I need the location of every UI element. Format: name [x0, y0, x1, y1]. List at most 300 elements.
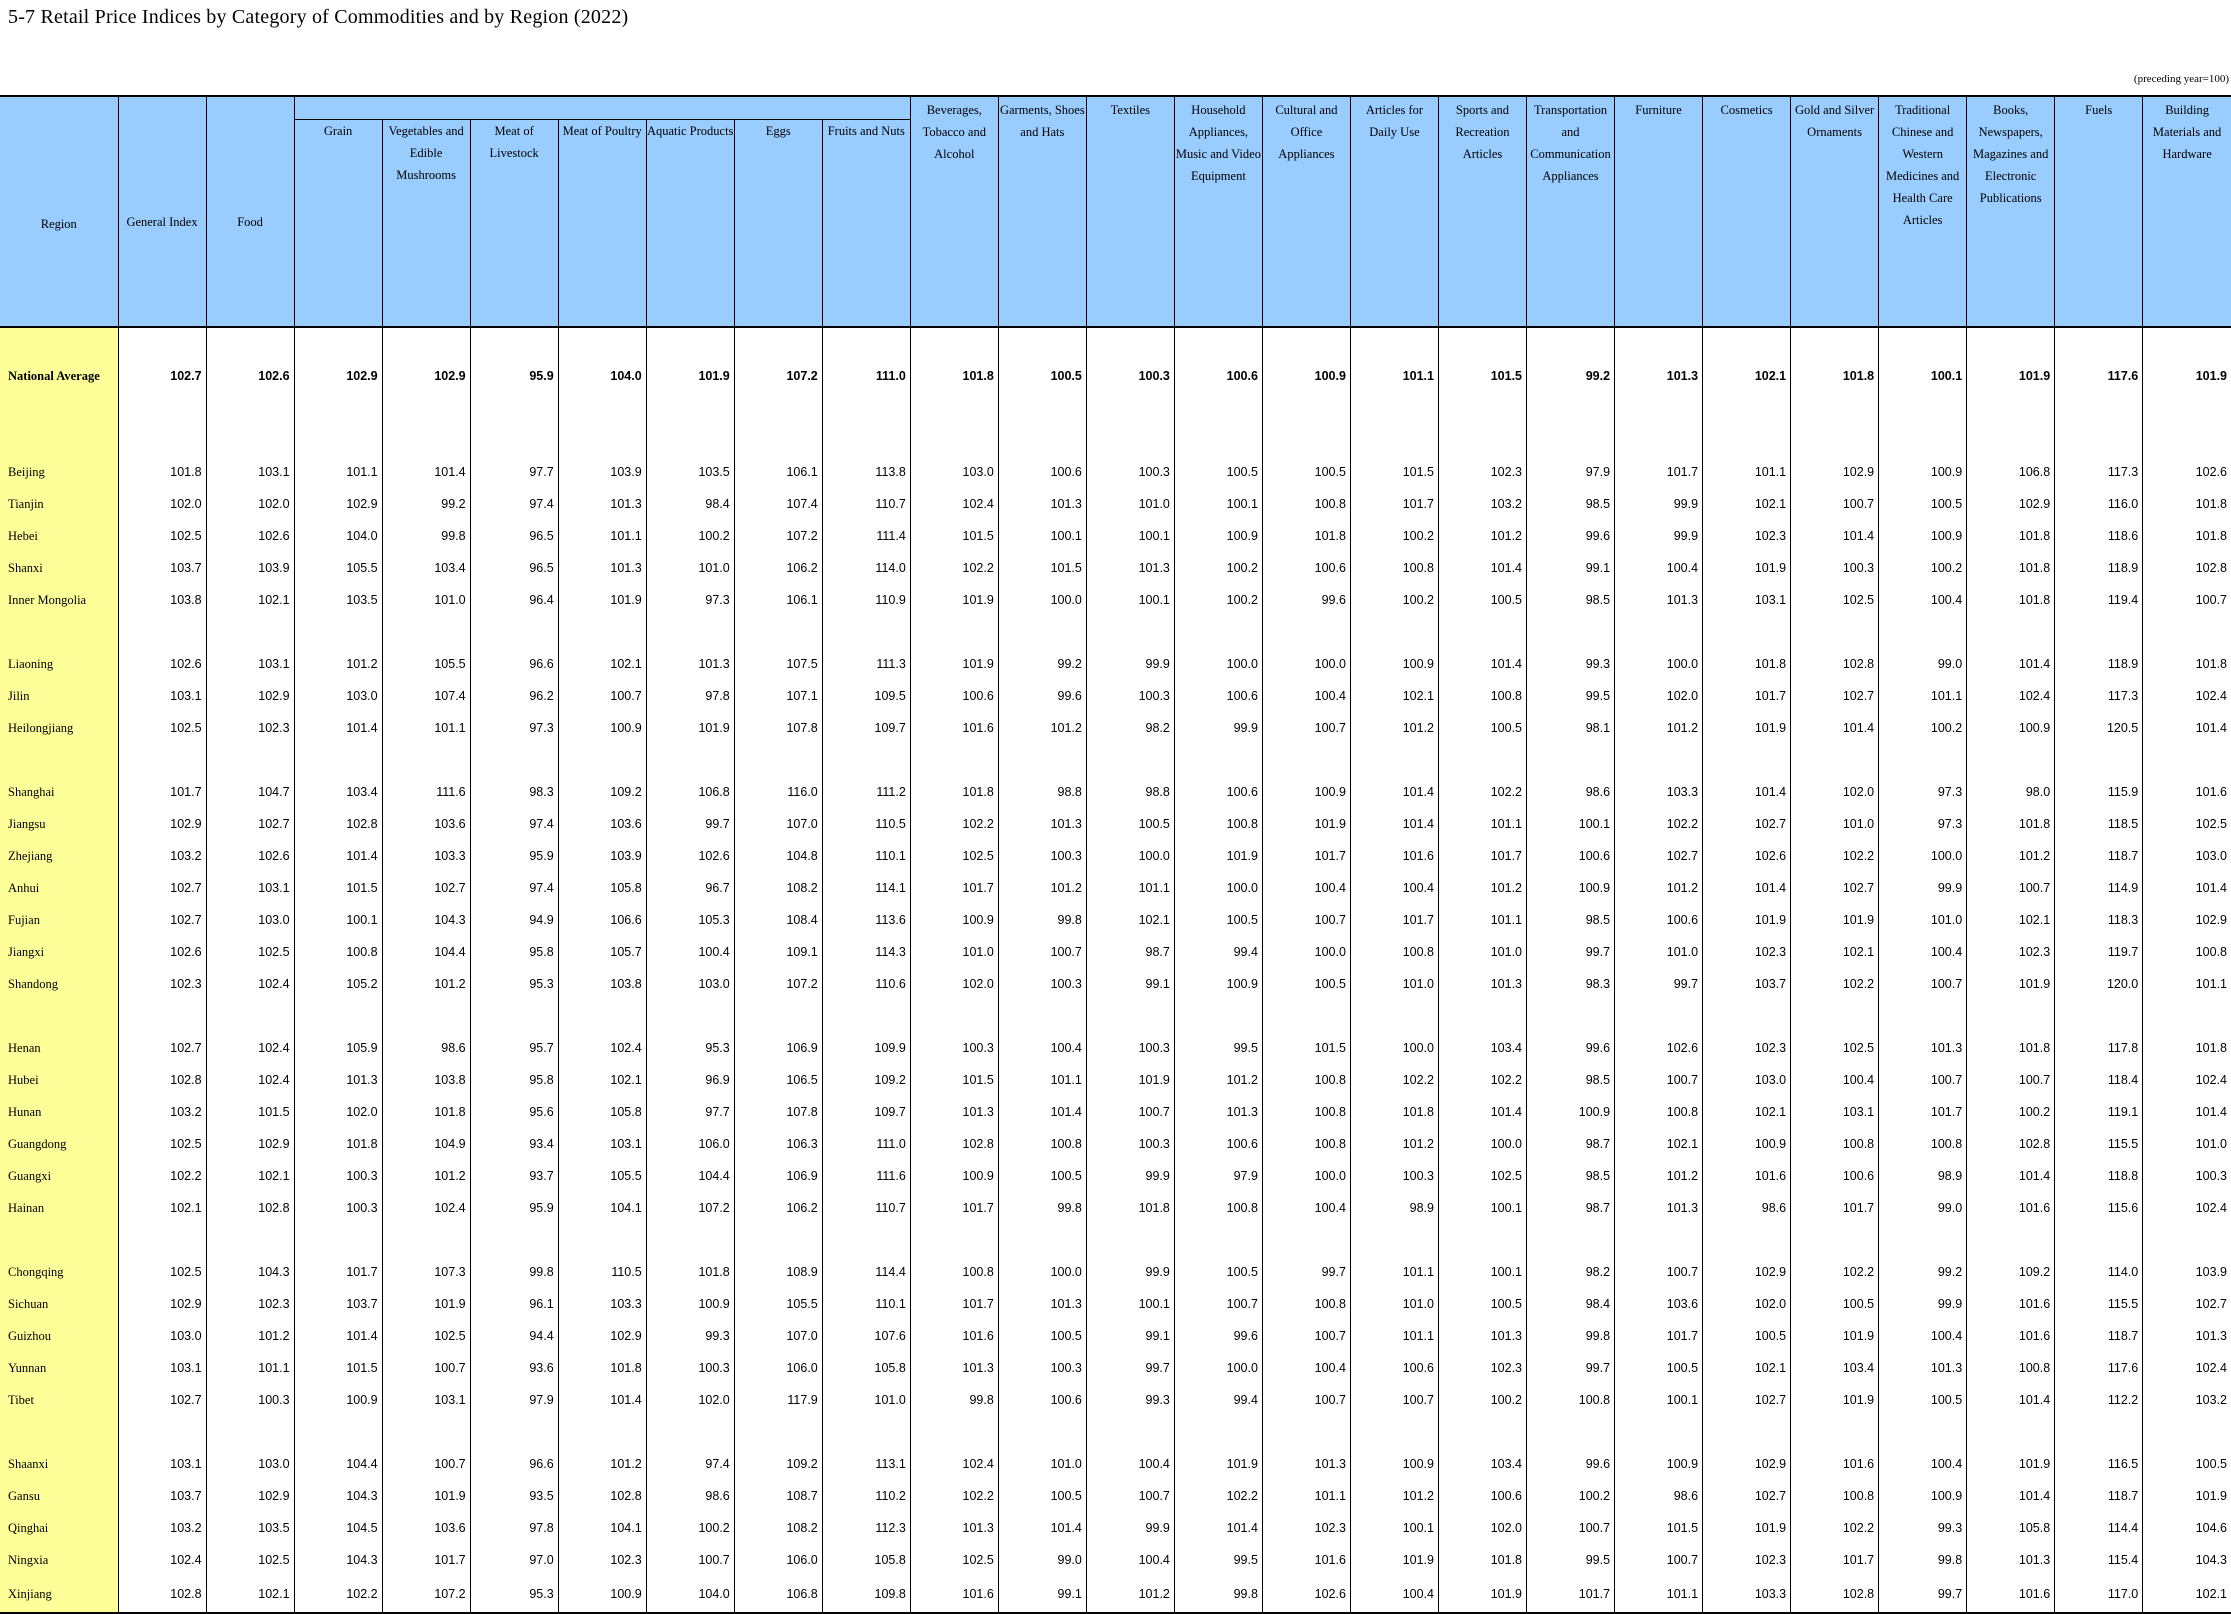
index-value: 102.7 — [118, 904, 206, 936]
table-row — [0, 968, 2231, 1000]
index-value: 100.3 — [1350, 1160, 1438, 1192]
index-value: 99.9 — [1615, 520, 1703, 552]
index-value: 93.4 — [470, 1128, 558, 1160]
index-value: 99.8 — [1174, 1576, 1262, 1613]
index-value: 100.7 — [1967, 1064, 2055, 1096]
index-value: 106.5 — [734, 1064, 822, 1096]
index-value: 100.7 — [2143, 584, 2231, 616]
index-value: 110.1 — [822, 1288, 910, 1320]
index-value: 100.2 — [1350, 520, 1438, 552]
index-value: 103.5 — [206, 1512, 294, 1544]
index-value: 102.4 — [2143, 1352, 2231, 1384]
table-row — [0, 1576, 2231, 1613]
region-name: Shanghai — [0, 776, 118, 808]
index-value: 99.6 — [1527, 520, 1615, 552]
index-value: 99.9 — [1086, 1512, 1174, 1544]
index-value: 103.2 — [2143, 1384, 2231, 1416]
index-value: 101.4 — [294, 840, 382, 872]
index-value: 102.5 — [206, 936, 294, 968]
index-value: 101.2 — [998, 872, 1086, 904]
table-row — [0, 1064, 2231, 1096]
index-value: 100.8 — [1174, 808, 1262, 840]
index-value: 106.1 — [734, 584, 822, 616]
index-value: 103.4 — [1791, 1352, 1879, 1384]
index-value: 100.3 — [1086, 1032, 1174, 1064]
table-row — [0, 488, 2231, 520]
index-value: 102.0 — [646, 1384, 734, 1416]
index-value: 103.0 — [646, 968, 734, 1000]
index-value: 99.7 — [1615, 968, 1703, 1000]
index-value: 106.2 — [734, 552, 822, 584]
index-value: 96.7 — [646, 872, 734, 904]
index-value: 99.1 — [998, 1576, 1086, 1613]
table-row — [0, 1384, 2231, 1416]
index-value: 102.2 — [910, 552, 998, 584]
index-value: 103.1 — [118, 1448, 206, 1480]
index-value: 100.1 — [1438, 1192, 1526, 1224]
index-value: 100.3 — [294, 1192, 382, 1224]
index-value: 101.3 — [558, 488, 646, 520]
header-category: Cosmetics — [1703, 96, 1791, 327]
index-value: 100.7 — [558, 680, 646, 712]
header-category: Garments, Shoes and Hats — [998, 96, 1086, 327]
index-value: 100.4 — [998, 1032, 1086, 1064]
index-value: 101.7 — [1350, 904, 1438, 936]
index-value: 102.1 — [1967, 904, 2055, 936]
index-value: 100.8 — [998, 1128, 1086, 1160]
index-value: 101.9 — [1350, 1544, 1438, 1576]
index-value: 100.8 — [1791, 1480, 1879, 1512]
index-value: 116.0 — [2055, 488, 2143, 520]
index-value: 100.6 — [1350, 1352, 1438, 1384]
index-value: 109.2 — [558, 776, 646, 808]
index-value: 114.3 — [822, 936, 910, 968]
index-value: 102.4 — [2143, 1064, 2231, 1096]
table-row — [0, 456, 2231, 488]
unit-note: (preceding year=100) — [2133, 73, 2229, 85]
index-value: 101.4 — [1967, 1160, 2055, 1192]
index-value: 100.7 — [1174, 1288, 1262, 1320]
index-value: 108.9 — [734, 1256, 822, 1288]
index-value: 99.5 — [1527, 1544, 1615, 1576]
index-value: 100.8 — [1438, 680, 1526, 712]
index-value: 100.9 — [1527, 1096, 1615, 1128]
index-value: 100.5 — [1174, 1256, 1262, 1288]
index-value: 101.4 — [294, 1320, 382, 1352]
index-value: 103.9 — [558, 456, 646, 488]
index-value: 102.1 — [2143, 1576, 2231, 1613]
index-value: 100.3 — [646, 1352, 734, 1384]
region-name: Tibet — [0, 1384, 118, 1416]
index-value: 98.8 — [1086, 776, 1174, 808]
index-value: 101.8 — [1262, 520, 1350, 552]
index-value: 101.1 — [1262, 1480, 1350, 1512]
index-value: 101.3 — [1615, 327, 1703, 424]
region-name: Fujian — [0, 904, 118, 936]
index-value: 101.7 — [1703, 680, 1791, 712]
index-value: 106.6 — [558, 904, 646, 936]
index-value: 99.4 — [1174, 936, 1262, 968]
index-value: 99.0 — [998, 1544, 1086, 1576]
index-value: 117.6 — [2055, 327, 2143, 424]
index-value: 102.8 — [118, 1576, 206, 1613]
region-name: Tianjin — [0, 488, 118, 520]
index-value: 101.9 — [1086, 1064, 1174, 1096]
index-value: 98.5 — [1527, 1064, 1615, 1096]
index-value: 103.3 — [382, 840, 470, 872]
index-value: 102.3 — [1703, 1032, 1791, 1064]
index-value: 101.0 — [822, 1384, 910, 1416]
index-value: 103.1 — [206, 648, 294, 680]
index-value: 102.9 — [118, 1288, 206, 1320]
index-value: 107.1 — [734, 680, 822, 712]
index-value: 110.2 — [822, 1480, 910, 1512]
index-value: 120.5 — [2055, 712, 2143, 744]
index-value: 101.6 — [910, 712, 998, 744]
index-value: 110.5 — [822, 808, 910, 840]
table-row — [0, 680, 2231, 712]
index-value: 101.3 — [294, 1064, 382, 1096]
index-value: 97.8 — [646, 680, 734, 712]
index-value: 100.1 — [1615, 1384, 1703, 1416]
index-value: 101.9 — [1791, 1320, 1879, 1352]
index-value: 110.6 — [822, 968, 910, 1000]
index-value: 102.8 — [2143, 552, 2231, 584]
index-value: 101.9 — [1174, 840, 1262, 872]
index-value: 100.7 — [1791, 488, 1879, 520]
index-value: 95.6 — [470, 1096, 558, 1128]
index-value: 107.6 — [822, 1320, 910, 1352]
index-value: 98.5 — [1527, 1160, 1615, 1192]
index-value: 101.1 — [1350, 327, 1438, 424]
index-value: 97.7 — [646, 1096, 734, 1128]
table-row — [0, 1192, 2231, 1224]
index-value: 97.9 — [1527, 456, 1615, 488]
index-value: 104.3 — [2143, 1544, 2231, 1576]
index-value: 119.4 — [2055, 584, 2143, 616]
index-value: 102.4 — [1967, 680, 2055, 712]
index-value: 102.3 — [1438, 1352, 1526, 1384]
index-value: 106.3 — [734, 1128, 822, 1160]
index-value: 103.3 — [558, 1288, 646, 1320]
table-row — [0, 1256, 2231, 1288]
index-value: 101.8 — [1703, 648, 1791, 680]
index-value: 114.4 — [822, 1256, 910, 1288]
index-value: 107.5 — [734, 648, 822, 680]
index-value: 101.2 — [1438, 520, 1526, 552]
index-value: 97.3 — [646, 584, 734, 616]
index-value: 102.0 — [1703, 1288, 1791, 1320]
index-value: 95.7 — [470, 1032, 558, 1064]
index-value: 102.8 — [206, 1192, 294, 1224]
index-value: 100.2 — [1174, 584, 1262, 616]
index-value: 100.7 — [646, 1544, 734, 1576]
header-category: Building Materials and Hardware — [2143, 96, 2231, 327]
index-value: 100.7 — [1262, 1320, 1350, 1352]
index-value: 108.4 — [734, 904, 822, 936]
index-value: 101.3 — [998, 1288, 1086, 1320]
index-value: 102.9 — [1967, 488, 2055, 520]
index-value: 101.5 — [1350, 456, 1438, 488]
index-value: 101.9 — [1703, 1512, 1791, 1544]
index-value: 97.3 — [1879, 776, 1967, 808]
index-value: 99.0 — [1879, 1192, 1967, 1224]
index-value: 103.2 — [118, 1096, 206, 1128]
index-value: 107.2 — [734, 968, 822, 1000]
index-value: 101.8 — [1967, 808, 2055, 840]
index-value: 100.5 — [1879, 488, 1967, 520]
index-value: 105.5 — [382, 648, 470, 680]
index-value: 100.1 — [1174, 488, 1262, 520]
index-value: 100.3 — [1086, 327, 1174, 424]
header-category: Furniture — [1615, 96, 1703, 327]
index-value: 95.9 — [470, 840, 558, 872]
index-value: 109.2 — [734, 1448, 822, 1480]
header-region: Region — [0, 96, 118, 327]
spacer-row — [0, 424, 2231, 456]
index-value: 101.5 — [998, 552, 1086, 584]
index-value: 98.7 — [1086, 936, 1174, 968]
index-value: 103.6 — [558, 808, 646, 840]
index-value: 102.0 — [910, 968, 998, 1000]
index-value: 101.2 — [206, 1320, 294, 1352]
index-value: 115.5 — [2055, 1288, 2143, 1320]
index-value: 109.7 — [822, 712, 910, 744]
index-value: 99.6 — [998, 680, 1086, 712]
index-value: 107.0 — [734, 808, 822, 840]
index-value: 118.8 — [2055, 1160, 2143, 1192]
index-value: 96.6 — [470, 1448, 558, 1480]
index-value: 100.1 — [1086, 520, 1174, 552]
index-value: 104.9 — [382, 1128, 470, 1160]
header-food-subcategory: Vegetables and Edible Mushrooms — [382, 120, 470, 328]
index-value: 98.5 — [1527, 904, 1615, 936]
index-value: 100.7 — [998, 936, 1086, 968]
header-category: Sports and Recreation Articles — [1438, 96, 1526, 327]
index-value: 100.5 — [1615, 1352, 1703, 1384]
index-value: 101.7 — [1791, 1544, 1879, 1576]
header-food-subcategory: Fruits and Nuts — [822, 120, 910, 328]
index-value: 101.6 — [1791, 1448, 1879, 1480]
index-value: 100.2 — [1527, 1480, 1615, 1512]
index-value: 100.4 — [646, 936, 734, 968]
index-value: 94.4 — [470, 1320, 558, 1352]
index-value: 100.8 — [294, 936, 382, 968]
index-value: 103.0 — [910, 456, 998, 488]
index-value: 102.9 — [294, 488, 382, 520]
index-value: 102.0 — [118, 488, 206, 520]
index-value: 100.6 — [1262, 552, 1350, 584]
index-value: 100.9 — [1527, 872, 1615, 904]
index-value: 100.4 — [1791, 1064, 1879, 1096]
index-value: 118.5 — [2055, 808, 2143, 840]
index-value: 101.1 — [206, 1352, 294, 1384]
index-value: 101.3 — [998, 488, 1086, 520]
region-name: Guangdong — [0, 1128, 118, 1160]
index-value: 101.1 — [382, 712, 470, 744]
index-value: 104.4 — [646, 1160, 734, 1192]
index-value: 101.8 — [910, 327, 998, 424]
index-value: 99.8 — [1879, 1544, 1967, 1576]
region-name: Inner Mongolia — [0, 584, 118, 616]
index-value: 104.4 — [382, 936, 470, 968]
index-value: 106.8 — [734, 1576, 822, 1613]
index-value: 101.9 — [910, 648, 998, 680]
header-food-subcategory: Eggs — [734, 120, 822, 328]
table-row — [0, 872, 2231, 904]
index-value: 99.7 — [646, 808, 734, 840]
index-value: 101.1 — [1438, 808, 1526, 840]
index-value: 103.0 — [2143, 840, 2231, 872]
index-value: 99.9 — [1615, 488, 1703, 520]
index-value: 106.2 — [734, 1192, 822, 1224]
index-value: 101.6 — [910, 1576, 998, 1613]
index-value: 101.8 — [1438, 1544, 1526, 1576]
index-value: 100.0 — [1262, 648, 1350, 680]
table-body — [0, 327, 2231, 1613]
index-value: 100.7 — [1262, 1384, 1350, 1416]
index-value: 99.7 — [1879, 1576, 1967, 1613]
index-value: 112.3 — [822, 1512, 910, 1544]
index-value: 102.1 — [1703, 488, 1791, 520]
index-value: 102.4 — [2143, 680, 2231, 712]
index-value: 102.7 — [1791, 872, 1879, 904]
index-value: 101.8 — [558, 1352, 646, 1384]
index-value: 100.8 — [1262, 488, 1350, 520]
index-value: 114.0 — [2055, 1256, 2143, 1288]
region-name: National Average — [0, 327, 118, 424]
index-value: 102.4 — [206, 1064, 294, 1096]
index-value: 103.1 — [118, 1352, 206, 1384]
index-value: 101.9 — [1703, 904, 1791, 936]
index-value: 108.2 — [734, 872, 822, 904]
index-value: 100.0 — [1262, 936, 1350, 968]
index-value: 104.4 — [294, 1448, 382, 1480]
index-value: 101.4 — [1967, 1384, 2055, 1416]
index-value: 100.7 — [1086, 1480, 1174, 1512]
index-value: 101.3 — [1615, 584, 1703, 616]
index-value: 103.9 — [206, 552, 294, 584]
table-row — [0, 1352, 2231, 1384]
index-value: 100.0 — [998, 1256, 1086, 1288]
index-value: 102.5 — [118, 1256, 206, 1288]
index-value: 102.8 — [1967, 1128, 2055, 1160]
index-value: 100.8 — [1262, 1064, 1350, 1096]
region-name: Hubei — [0, 1064, 118, 1096]
table-row — [0, 1512, 2231, 1544]
index-value: 118.9 — [2055, 648, 2143, 680]
index-value: 100.7 — [1615, 1256, 1703, 1288]
table-row — [0, 712, 2231, 744]
index-value: 101.4 — [1703, 872, 1791, 904]
index-value: 101.8 — [1967, 584, 2055, 616]
index-value: 100.0 — [1086, 840, 1174, 872]
index-value: 100.4 — [1350, 1576, 1438, 1613]
region-name: Jiangsu — [0, 808, 118, 840]
index-value: 100.6 — [1615, 904, 1703, 936]
index-value: 109.9 — [822, 1032, 910, 1064]
index-value: 114.9 — [2055, 872, 2143, 904]
index-value: 101.0 — [1350, 968, 1438, 1000]
index-value: 102.9 — [1703, 1256, 1791, 1288]
index-value: 102.7 — [1703, 808, 1791, 840]
index-value: 114.0 — [822, 552, 910, 584]
index-value: 102.0 — [294, 1096, 382, 1128]
index-value: 95.9 — [470, 327, 558, 424]
index-value: 105.2 — [294, 968, 382, 1000]
index-value: 99.1 — [1086, 1320, 1174, 1352]
index-value: 115.5 — [2055, 1128, 2143, 1160]
table-row — [0, 1544, 2231, 1576]
index-value: 101.3 — [646, 648, 734, 680]
index-value: 100.0 — [998, 584, 1086, 616]
index-value: 115.4 — [2055, 1544, 2143, 1576]
index-value: 102.7 — [118, 1032, 206, 1064]
index-value: 108.2 — [734, 1512, 822, 1544]
index-value: 106.9 — [734, 1032, 822, 1064]
index-value: 101.3 — [2143, 1320, 2231, 1352]
index-value: 104.3 — [206, 1256, 294, 1288]
index-value: 102.4 — [2143, 1192, 2231, 1224]
index-value: 102.3 — [1967, 936, 2055, 968]
index-value: 93.6 — [470, 1352, 558, 1384]
index-value: 100.4 — [1350, 872, 1438, 904]
index-value: 101.2 — [1615, 872, 1703, 904]
index-value: 101.2 — [1438, 872, 1526, 904]
index-value: 100.9 — [910, 1160, 998, 1192]
index-value: 100.7 — [1615, 1064, 1703, 1096]
index-value: 100.9 — [1879, 1480, 1967, 1512]
index-value: 99.3 — [646, 1320, 734, 1352]
index-value: 100.0 — [1262, 1160, 1350, 1192]
index-value: 102.1 — [1086, 904, 1174, 936]
index-value: 102.8 — [910, 1128, 998, 1160]
index-value: 101.0 — [998, 1448, 1086, 1480]
index-value: 101.5 — [294, 872, 382, 904]
index-value: 101.9 — [1703, 712, 1791, 744]
region-name: Shandong — [0, 968, 118, 1000]
index-value: 101.9 — [382, 1480, 470, 1512]
index-value: 101.7 — [118, 776, 206, 808]
index-value: 100.8 — [1967, 1352, 2055, 1384]
index-value: 99.6 — [1174, 1320, 1262, 1352]
index-value: 100.9 — [1174, 968, 1262, 1000]
index-value: 101.5 — [294, 1352, 382, 1384]
index-value: 102.4 — [558, 1032, 646, 1064]
index-value: 101.6 — [1967, 1192, 2055, 1224]
index-value: 102.0 — [1438, 1512, 1526, 1544]
index-value: 100.2 — [646, 520, 734, 552]
index-value: 100.8 — [1262, 1096, 1350, 1128]
index-value: 102.6 — [206, 327, 294, 424]
table-row — [0, 584, 2231, 616]
index-value: 102.5 — [910, 840, 998, 872]
index-value: 105.8 — [558, 1096, 646, 1128]
index-value: 101.1 — [1438, 904, 1526, 936]
index-value: 113.6 — [822, 904, 910, 936]
index-value: 101.8 — [1967, 1032, 2055, 1064]
index-value: 103.8 — [118, 584, 206, 616]
index-value: 101.7 — [910, 1192, 998, 1224]
index-value: 102.2 — [118, 1160, 206, 1192]
index-value: 101.4 — [1174, 1512, 1262, 1544]
index-value: 103.1 — [1791, 1096, 1879, 1128]
index-value: 100.6 — [1791, 1160, 1879, 1192]
index-value: 101.6 — [1967, 1320, 2055, 1352]
index-value: 103.1 — [206, 872, 294, 904]
index-value: 100.5 — [1791, 1288, 1879, 1320]
index-value: 109.2 — [822, 1064, 910, 1096]
